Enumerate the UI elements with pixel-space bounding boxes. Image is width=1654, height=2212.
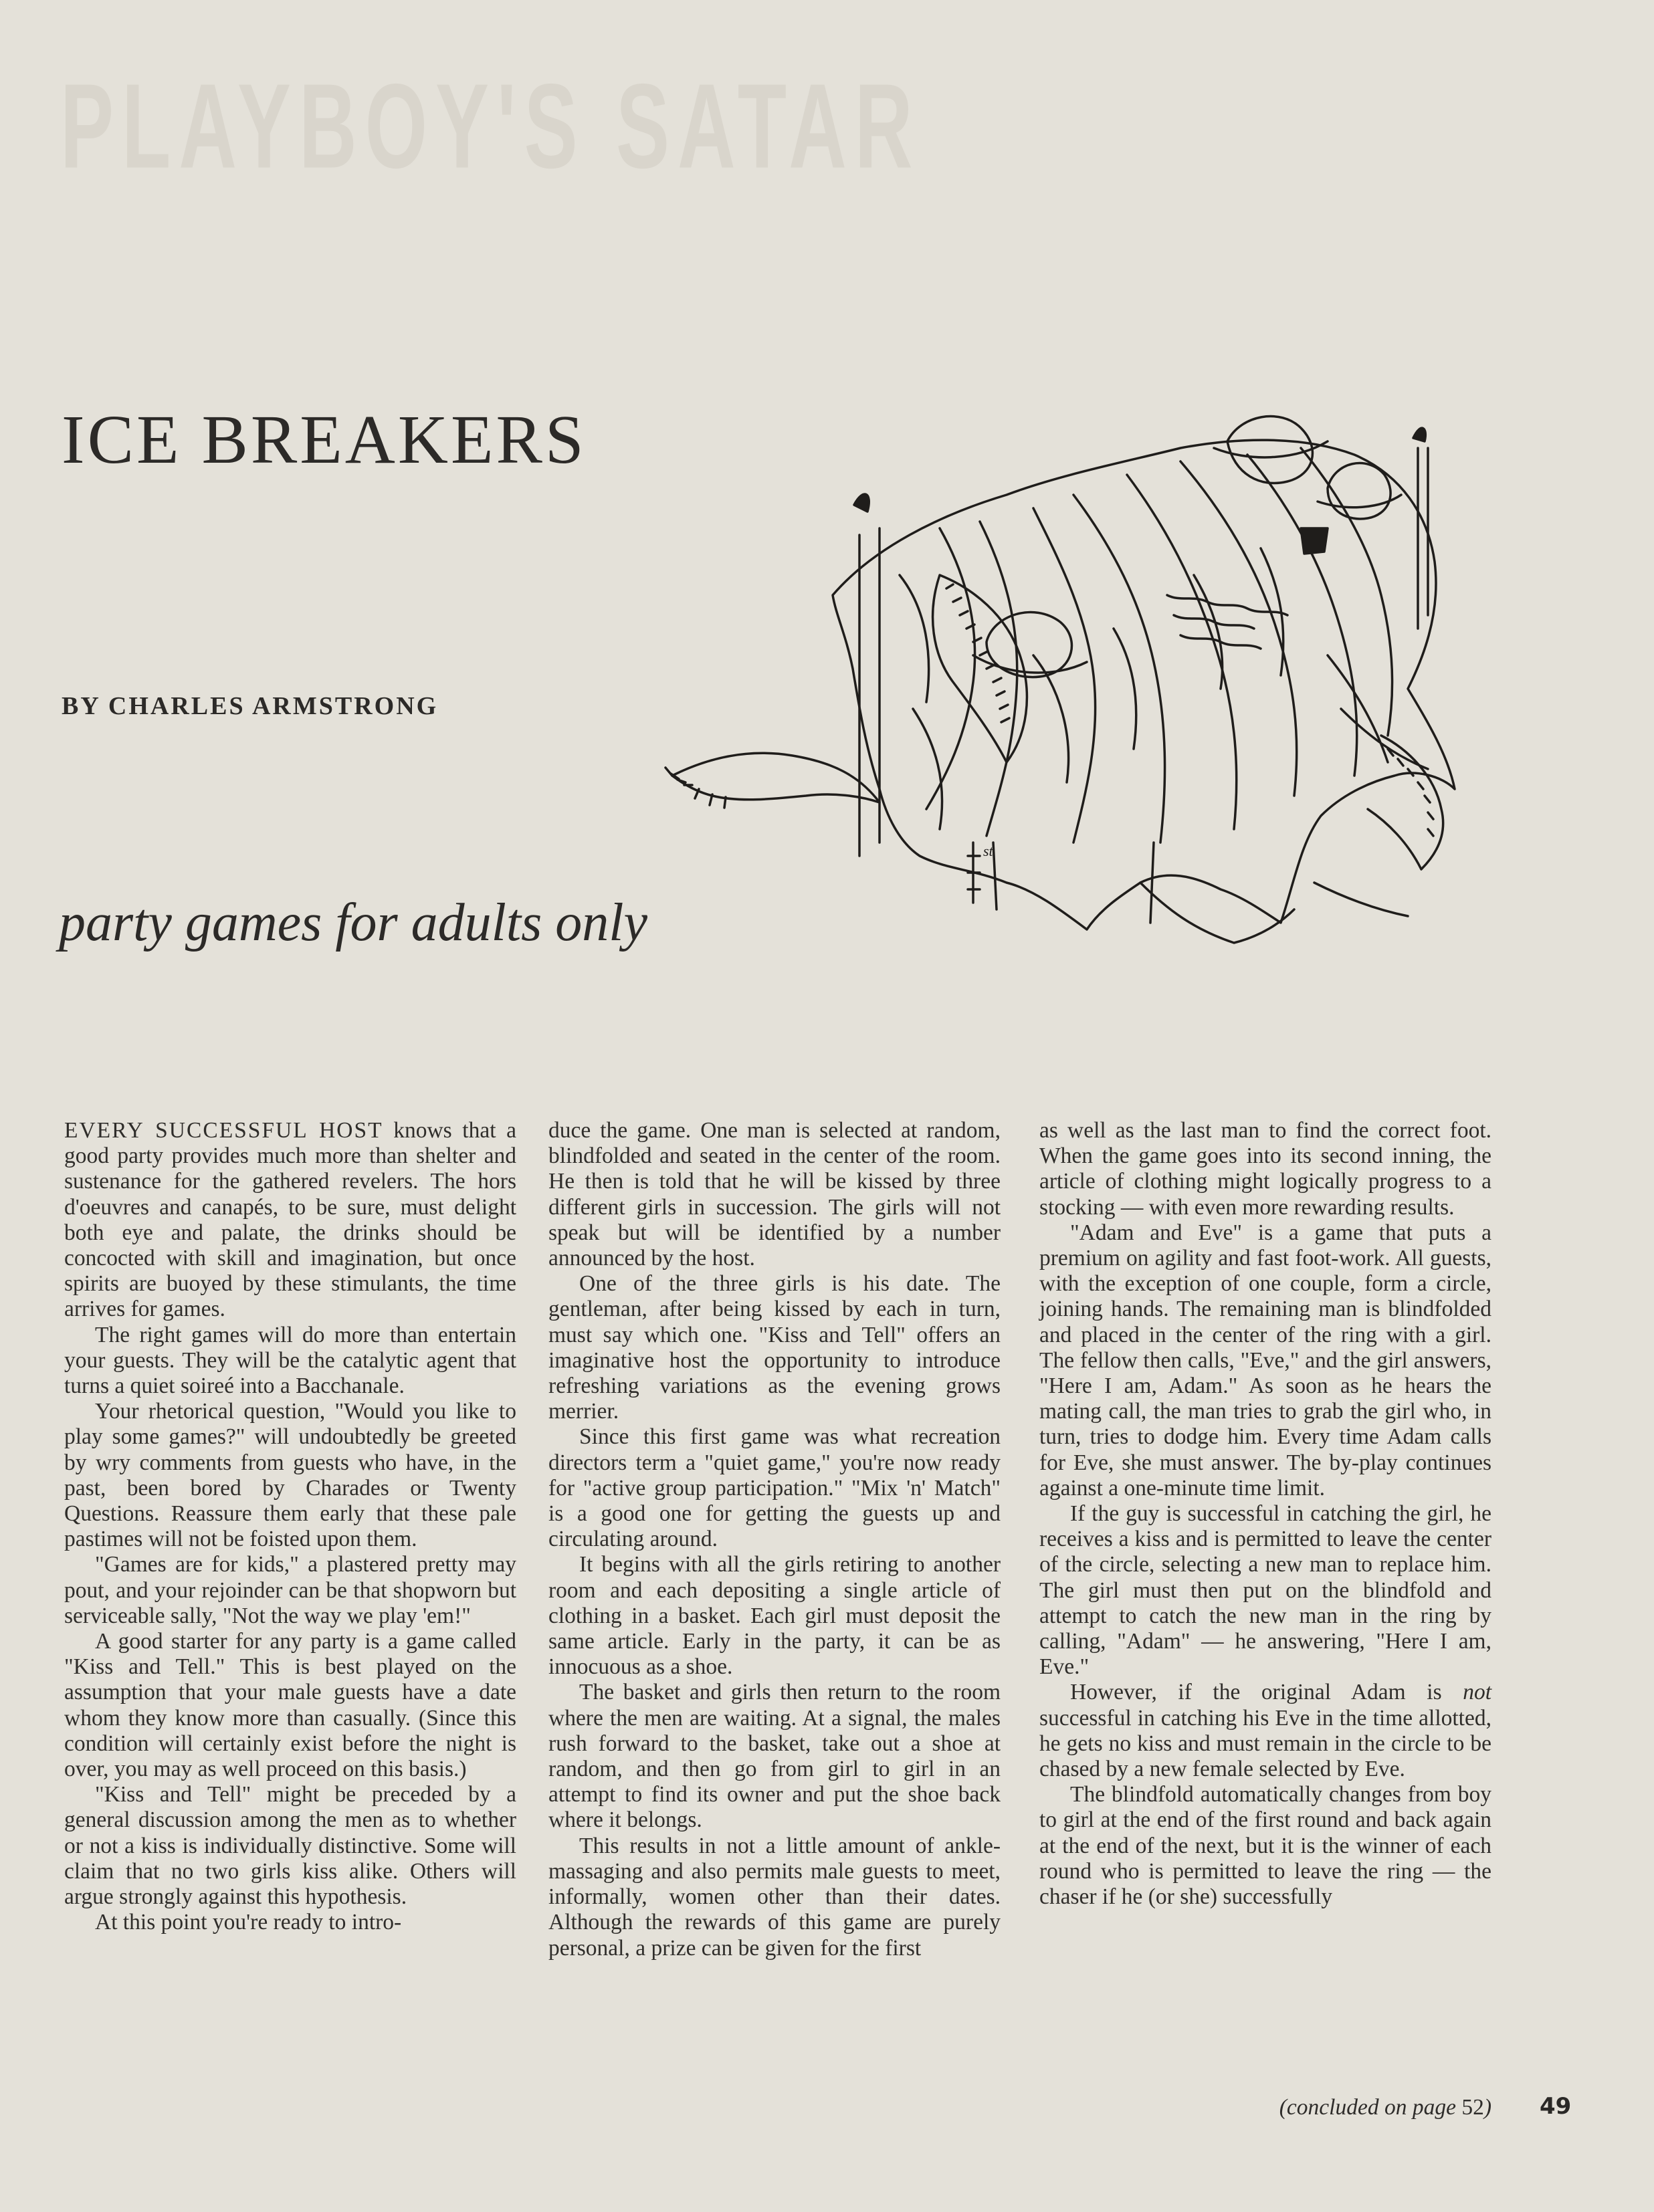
paragraph: At this point you're ready to intro- xyxy=(95,1910,402,1935)
paragraph: However, if the original Adam is not successful in catching his Eve in the time allotted, he gets no kiss and must remain in the circle to be chased by a new female selected by Eve. xyxy=(1039,1680,1492,1782)
paragraph: EVERY SUCCESSFUL HOST knows that a good party provides much more than shelter and sustenance for the gathered revelers. The hors d'oeuvres and canapés, to be sure, must delight both eye and palate, the drinks should be concocted with skill and imagination, but once spirits are buoyed by these stimulants, the time arrives for games. xyxy=(64,1118,517,1322)
paragraph: One of the three girls is his date. The gentleman, after being kissed by each in turn, must say which one. "Kiss and Tell" offers an imaginative host the opportunity to introduce refreshing variations as the evening grows merrier. xyxy=(548,1271,1001,1424)
text-column-1 xyxy=(64,1118,516,1936)
paragraph: A good starter for any party is a game called "Kiss and Tell." This is best played on the assumption that your male guests have a date whom they know more than casually. (Since this condition will certainly exist before the night is over, you may as well proceed on this basis.) xyxy=(64,1629,516,1782)
text-column-2 xyxy=(548,1118,1001,1961)
paragraph: "Kiss and Tell" might be preceded by a general discussion among the men as to whether or not a kiss is individually distinctive. Some will claim that no two girls kiss alike. Others will argue strongly against this hypothesis. xyxy=(64,1782,516,1910)
article-title: ICE BREAKERS xyxy=(62,401,587,478)
paragraph: The basket and girls then return to the room where the men are waiting. At a signal, the males rush forward to the basket, take out a shoe at random, and then go from girl to girl in an attempt to find its owner and put the shoe back where it belongs. xyxy=(548,1680,1001,1833)
show-through-text: PLAYBOY'S SATAR xyxy=(60,59,921,194)
paragraph: duce the game. One man is selected at random, blindfolded and seated in the center of the room. He then is told that he will be kissed by three different girls in succession. The girls will not speak but will be identified by a number announced by the host. xyxy=(548,1118,1001,1271)
paragraph: Your rhetorical question, "Would you like to play some games?" will undoubtedly be greeted by wry comments from guests who have, in the past, been bored by Charades or Twenty Questions. Reassure them early that these pale pastimes will not be foisted upon them. xyxy=(64,1399,516,1552)
pile-of-coats-drawing xyxy=(659,374,1495,956)
page-number: 49 xyxy=(1540,2093,1572,2120)
paragraph: "Adam and Eve" is a game that puts a premium on agility and fast foot-work. All guests, with the exception of one couple, form a circle, joining hands. The remaining man is blindfolded and placed in the center of the ring with a girl. The fellow then calls, "Eve," and the girl answers, "Here I am, Adam." As soon as he hears the mating call, the man tries to grab the girl who, in turn, tries to dodge him. Every time Adam calls for Eve, she must answer. The by-play continues against a one-minute time limit. xyxy=(1039,1220,1491,1501)
continued-note: (concluded on page 52) xyxy=(1279,2095,1491,2120)
text-column-3 xyxy=(1039,1118,1491,1910)
byline: BY CHARLES ARMSTRONG xyxy=(62,692,439,720)
paragraph: as well as the last man to find the correct foot. When the game goes into its second inning, the article of clothing might logically progress to a stocking — with even more rewarding results. xyxy=(1039,1118,1491,1220)
lead-in: EVERY SUCCESSFUL HOST xyxy=(64,1118,383,1143)
paragraph: If the guy is successful in catching the girl, he receives a kiss and is permitted to leave the center of the circle, selecting a new man to replace him. The girl must then put on the blindfold and attempt to catch the new man in the ring by calling, "Adam" — he answering, "Here I am, Eve." xyxy=(1039,1501,1491,1680)
paragraph: This results in not a little amount of ankle-massaging and also permits male guests to meet, informally, women other than their dates. Although the rewards of this game are purely personal, a prize can be given for the first xyxy=(548,1833,1001,1961)
paragraph: The right games will do more than entertain your guests. They will be the catalytic agent that turns a quiet soireé into a Bacchanale. xyxy=(64,1322,516,1399)
emphasis: not xyxy=(1463,1680,1492,1705)
illustration-signature: st xyxy=(983,843,993,859)
paragraph: Since this first game was what recreation directors term a "quiet game," you're now ready for "active group participation." "Mix 'n' Match" is a good one for getting the guests up and circulating around. xyxy=(548,1424,1001,1552)
paragraph: "Games are for kids," a plastered pretty may pout, and your rejoinder can be that shopworn but serviceable sally, "Not the way we play 'em!" xyxy=(64,1552,516,1628)
paragraph: The blindfold automatically changes from boy to girl at the end of the first round and back again at the end of the next, but it is the winner of each round who is permitted to leave the ring — the chaser if he (or she) successfully xyxy=(1039,1782,1491,1910)
article-subtitle: party games for adults only xyxy=(59,893,647,952)
paragraph: It begins with all the girls retiring to another room and each depositing a single article of clothing in a basket. Each girl must deposit the same article. Early in the party, it can be as innocuous as a shoe. xyxy=(548,1552,1001,1680)
